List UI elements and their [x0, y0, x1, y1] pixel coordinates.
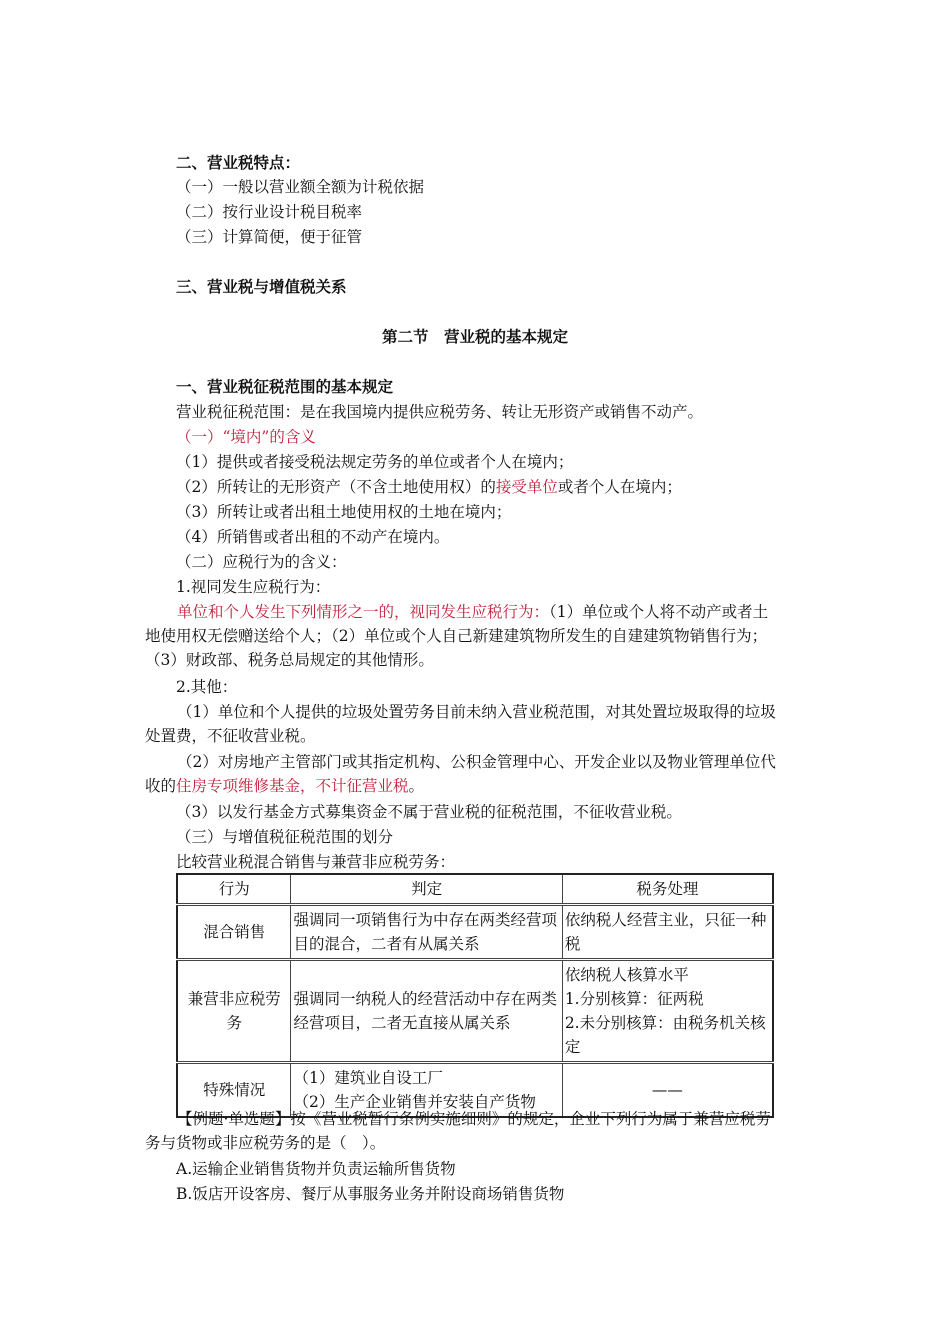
sub3-title: （三）与增值税征税范围的划分 — [176, 828, 394, 846]
judge-line: （1）建筑业自设工厂 — [293, 1069, 443, 1087]
other-2-text: （2）对房地产主管部门或其指定机构、公积金管理中心、开发企业以及物业管理单位代收的 — [145, 753, 776, 795]
judge-cell: 强调同一项销售行为中存在两类经营项目的混合，二者有从属关系 — [291, 905, 562, 960]
part1-heading: 一、营业税征税范围的基本规定 — [176, 378, 394, 396]
section3-heading: 三、营业税与增值税关系 — [176, 278, 347, 296]
other-item-1: （1）单位和个人提供的垃圾处置劳务目前未纳入营业税范围，对其处置垃圾取得的垃圾处置费，不征收营业税。 — [145, 703, 776, 745]
sub1-item: （1）提供或者接受税法规定劳务的单位或者个人在境内； — [176, 453, 574, 471]
section2-item: （一）一般以营业额全额为计税依据 — [176, 178, 425, 196]
example-question: 【例题·单选题】按《营业税暂行条例实施细则》的规定，企业下列行为属于兼营应税劳务与货物或非应税劳务的是（ ）。 — [145, 1110, 771, 1152]
treat-cell — [562, 960, 773, 1063]
sub1-item — [176, 475, 682, 499]
example-option-b: B.饭店开设客房、餐厅从事服务业务并附设商场销售货物 — [176, 1185, 565, 1203]
other-2-red: 住房专项维修基金，不计征营业税 — [176, 777, 409, 795]
chapter-title: 第二节 营业税的基本规定 — [381, 328, 568, 346]
deemed-paragraph — [145, 600, 781, 672]
header-cell: 行为 — [177, 874, 291, 905]
table-header-row — [177, 874, 773, 905]
sub1-item2-red: 接受单位 — [495, 478, 558, 496]
table-row — [177, 960, 773, 1063]
section2-heading: 二、营业税特点： — [176, 154, 301, 172]
judge-line: （2）生产企业销售并安装自产货物 — [293, 1093, 536, 1111]
other-title: 2.其他： — [176, 678, 238, 696]
header-cell: 税务处理 — [562, 874, 773, 905]
treat-cell: 依纳税人经营主业，只征一种税 — [562, 905, 773, 960]
treat-line: 2.未分别核算：由税务机关核定 — [564, 1014, 766, 1056]
other-item-3: （3）以发行基金方式募集资金不属于营业税的征税范围，不征收营业税。 — [176, 803, 682, 821]
treat-line: 1.分别核算：征两税 — [564, 990, 704, 1008]
act-cell: 混合销售 — [177, 905, 291, 960]
sub1-item2-text: （2）所转让的无形资产（不含土地使用权）的 — [176, 478, 496, 496]
deemed-title: 1.视同发生应税行为： — [176, 578, 331, 596]
sub1-title: （一）“境内”的含义 — [176, 428, 316, 446]
part1-intro: 营业税征税范围：是在我国境内提供应税劳务、转让无形资产或销售不动产。 — [176, 403, 704, 421]
deemed-red-text: 单位和个人发生下列情形之一的，视同发生应税行为： — [177, 603, 550, 621]
treat-line: 依纳税人核算水平 — [564, 966, 689, 984]
header-cell: 判定 — [291, 874, 562, 905]
section2-item: （二）按行业设计税目税率 — [176, 203, 363, 221]
table-row — [177, 905, 773, 960]
act-cell: 特殊情况 — [177, 1063, 291, 1118]
compare-intro: 比较营业税混合销售与兼营非应税劳务： — [176, 853, 456, 871]
section2-item: （三）计算简便，便于征管 — [176, 228, 363, 246]
other-item-2 — [145, 750, 781, 798]
judge-cell: 强调同一纳税人的经营活动中存在两类经营项目，二者无直接从属关系 — [291, 960, 562, 1063]
sub2-title: （二）应税行为的含义： — [176, 553, 347, 571]
comparison-table — [176, 873, 774, 1118]
act-cell: 兼营非应税劳务 — [177, 960, 291, 1063]
example-option-a: A.运输企业销售货物并负责运输所售货物 — [176, 1160, 456, 1178]
sub1-item2-tail: 或者个人在境内； — [557, 478, 682, 496]
deemed-text: （1）单位或个人将不动产或者土地使用权无偿赠送给个人；（2）单位或个人自己新建建筑物所发生的自建建筑物销售行为；（3）财政部、税务总局规定的其他情形。 — [145, 603, 769, 669]
other-2-tail: 。 — [408, 777, 425, 795]
sub1-item: （3）所转让或者出租土地使用权的土地在境内； — [176, 503, 512, 521]
treat-cell: —— — [562, 1063, 773, 1118]
sub1-item: （4）所销售或者出租的不动产在境内。 — [176, 528, 450, 546]
